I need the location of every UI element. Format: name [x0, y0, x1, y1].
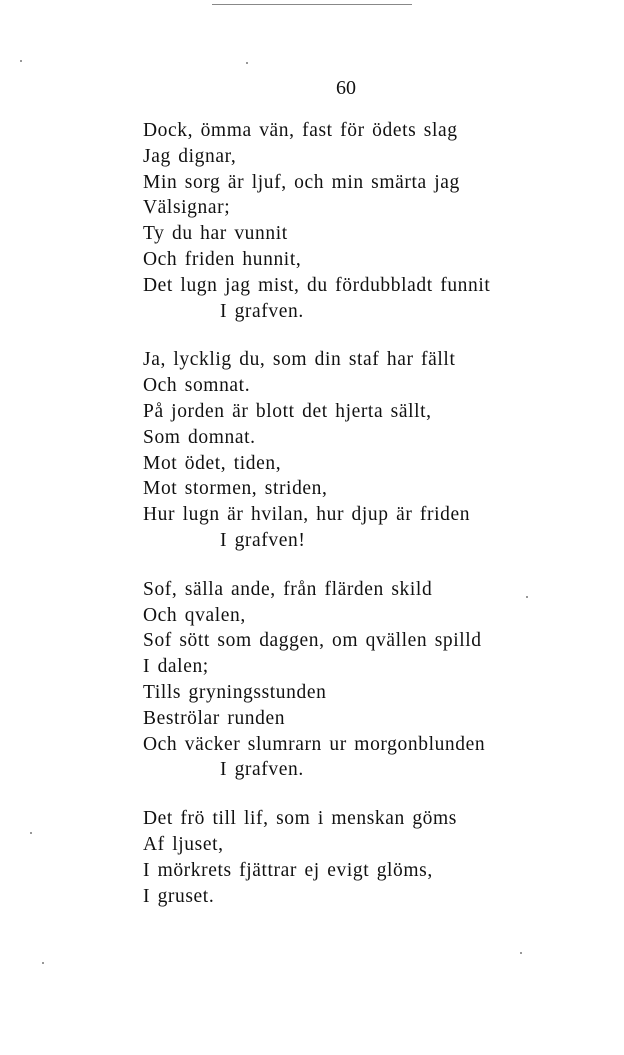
poem-line: På jorden är blott det hjerta sällt, — [143, 400, 432, 422]
paper-speck — [20, 60, 22, 62]
poem-line: Det lugn jag mist, du fördubbladt funnit — [143, 274, 491, 296]
poem-line: Sof, sälla ande, från flärden skild — [143, 578, 433, 600]
poem-line: Mot stormen, striden, — [143, 478, 328, 500]
stanza-2 — [143, 347, 563, 553]
poem-line: Af ljuset, — [143, 833, 224, 855]
poem-line: Tills gryningsstunden — [143, 681, 327, 703]
refrain-line: I grafven. — [220, 300, 304, 322]
poem — [143, 118, 563, 932]
poem-line: I gruset. — [143, 885, 215, 907]
poem-line: Sof sött som daggen, om qvällen spilld — [143, 630, 482, 652]
poem-line: Beströlar runden — [143, 707, 286, 729]
poem-line: Och väcker slumrarn ur morgonblunden — [143, 733, 486, 755]
paper-speck — [246, 62, 248, 64]
paper-speck — [30, 832, 32, 834]
refrain-line: I grafven. — [220, 759, 304, 781]
stanza-3 — [143, 577, 563, 783]
paper-speck — [42, 962, 44, 964]
poem-line: Hur lugn är hvilan, hur djup är friden — [143, 504, 471, 526]
poem-line: Min sorg är ljuf, och min smärta jag — [143, 171, 460, 193]
poem-line: I mörkrets fjättrar ej evigt glöms, — [143, 859, 433, 881]
paper-speck — [520, 952, 522, 954]
stanza-4 — [143, 806, 563, 909]
refrain-line: I grafven! — [220, 529, 306, 551]
top-rule — [212, 4, 412, 5]
poem-line: Ja, lycklig du, som din staf har fällt — [143, 349, 456, 371]
poem-line: Och friden hunnit, — [143, 248, 302, 270]
page-number: 60 — [336, 77, 356, 99]
poem-line: Och somnat. — [143, 375, 251, 397]
poem-line: I dalen; — [143, 656, 209, 678]
poem-line: Dock, ömma vän, fast för ödets slag — [143, 120, 458, 141]
poem-line: Och qvalen, — [143, 604, 246, 626]
paper-speck — [526, 596, 528, 598]
poem-line: Mot ödet, tiden, — [143, 452, 282, 474]
poem-line: Välsignar; — [143, 197, 231, 219]
stanza-1 — [143, 118, 563, 324]
poem-line: Ty du har vunnit — [143, 223, 288, 245]
poem-line: Jag dignar, — [143, 145, 237, 167]
poem-line: Som domnat. — [143, 426, 256, 448]
poem-line: Det frö till lif, som i menskan göms — [143, 808, 457, 830]
